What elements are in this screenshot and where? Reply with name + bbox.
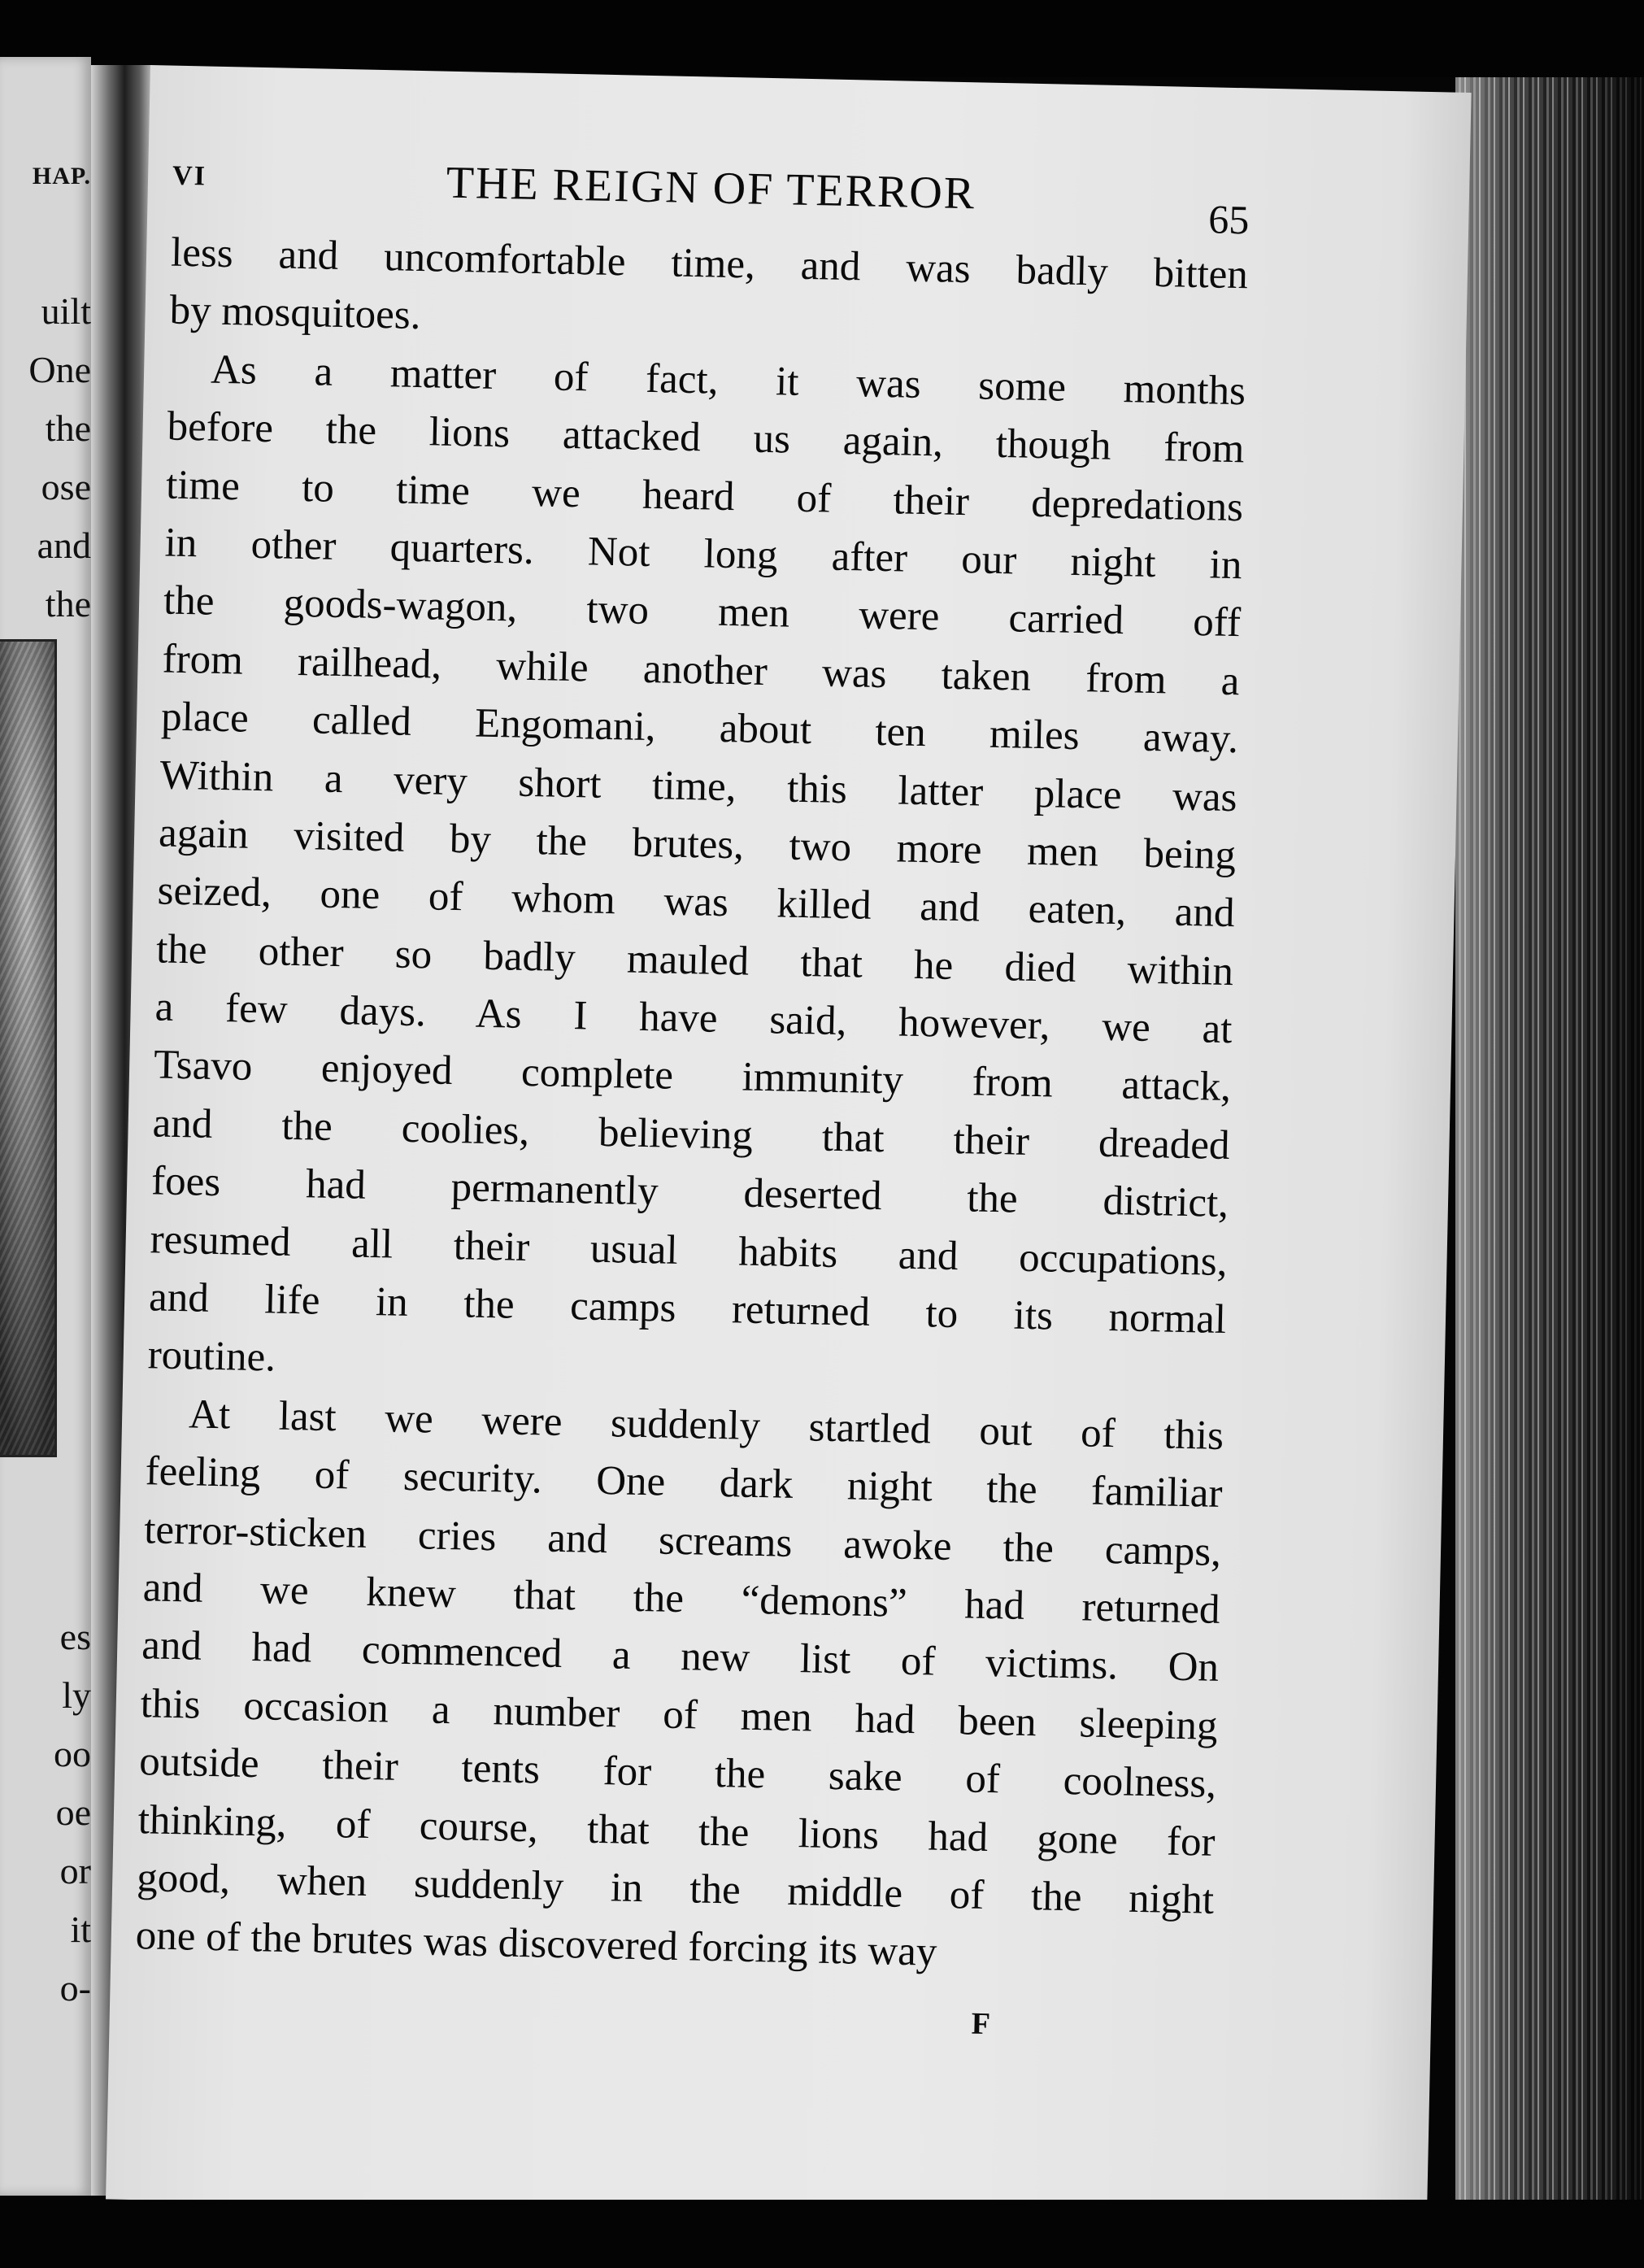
previous-page-text: oe <box>55 1791 91 1833</box>
text-line: before the lions attacked us again, though from <box>167 403 1245 472</box>
text-line: this occasion a number of men had been sleeping <box>140 1680 1219 1749</box>
text-line: and life in the camps returned to its normal <box>148 1274 1227 1343</box>
previous-page-header: HAP. <box>32 163 91 189</box>
running-title: THE REIGN OF TERROR <box>446 157 976 220</box>
book-page <box>106 65 1472 2227</box>
chapter-number: VI <box>172 160 207 192</box>
text-line: As a matter of fact, it was some months <box>210 346 1246 415</box>
previous-page-text: it <box>70 1909 91 1950</box>
previous-page-text: and <box>37 525 91 566</box>
text-line: a few days. As I have said, however, we at <box>154 984 1233 1053</box>
text-line: from railhead, while another was taken from a <box>162 636 1241 704</box>
text-line: the goods-wagon, two men were carried off <box>163 577 1242 646</box>
text-line: resumed all their usual habits and occupations, <box>150 1216 1229 1285</box>
text-line: foes had permanently deserted the district, <box>150 1158 1229 1227</box>
text-line: the other so badly mauled that he died within <box>155 926 1234 995</box>
previous-page-text: the <box>45 407 91 449</box>
text-line: good, when suddenly in the middle of the night <box>136 1855 1215 1923</box>
previous-page-text: or <box>59 1850 91 1891</box>
text-line: by mosquitoes. <box>169 287 422 339</box>
text-line: place called Engomani, about ten miles away. <box>160 694 1239 763</box>
text-line: thinking, of course, that the lions had gone for <box>137 1796 1216 1865</box>
signature-mark: F <box>971 2006 991 2042</box>
previous-page-text: ly <box>62 1674 91 1716</box>
text-line: feeling of security. One dark night the familiar <box>145 1448 1224 1517</box>
page-number: 65 <box>1207 196 1250 243</box>
running-head <box>172 151 1250 243</box>
previous-page-fragment <box>0 57 91 2196</box>
body-text <box>135 224 1249 1988</box>
previous-page-text: es <box>59 1616 91 1657</box>
book-page-edges <box>1455 77 1644 2208</box>
paragraph <box>169 224 1249 363</box>
text-line: again visited by the brutes, two more men being <box>158 810 1237 879</box>
text-line: and had commenced a new list of victims. On <box>141 1622 1220 1691</box>
text-line: in other quarters. Not long after our night in <box>164 520 1242 589</box>
previous-page-text: One <box>28 349 91 390</box>
paragraph <box>135 1385 1224 1987</box>
text-line: less and uncomfortable time, and was badly bitten <box>170 229 1249 298</box>
previous-page-text: ose <box>41 466 91 507</box>
text-line: Tsavo enjoyed complete immunity from attack, <box>153 1042 1232 1111</box>
previous-page-text: uilt <box>41 290 91 332</box>
text-line: outside their tents for the sake of coolness, <box>138 1739 1217 1808</box>
text-line: one of the brutes was discovered forcing its way <box>135 1913 937 1976</box>
previous-page-photograph <box>0 639 57 1457</box>
previous-page-text: oo <box>54 1733 91 1774</box>
text-line: routine. <box>147 1332 276 1381</box>
previous-page-text: o- <box>59 1967 91 2009</box>
scan-bottom-border <box>0 2200 1644 2268</box>
text-line: At last we were suddenly startled out of this <box>188 1391 1224 1459</box>
text-line: and the coolies, believing that their dreaded <box>152 1100 1231 1169</box>
text-line: seized, one of whom was killed and eaten, and <box>157 868 1236 937</box>
text-line: terror-sticken cries and screams awoke the camps, <box>143 1506 1222 1575</box>
text-line: time to time we heard of their depredations <box>165 462 1244 530</box>
paragraph <box>147 340 1246 1407</box>
text-line: and we knew that the “demons” had returned <box>142 1565 1221 1633</box>
scan-top-border <box>0 0 1644 77</box>
previous-page-text: the <box>45 583 91 625</box>
text-line: Within a very short time, this latter place was <box>159 751 1238 821</box>
